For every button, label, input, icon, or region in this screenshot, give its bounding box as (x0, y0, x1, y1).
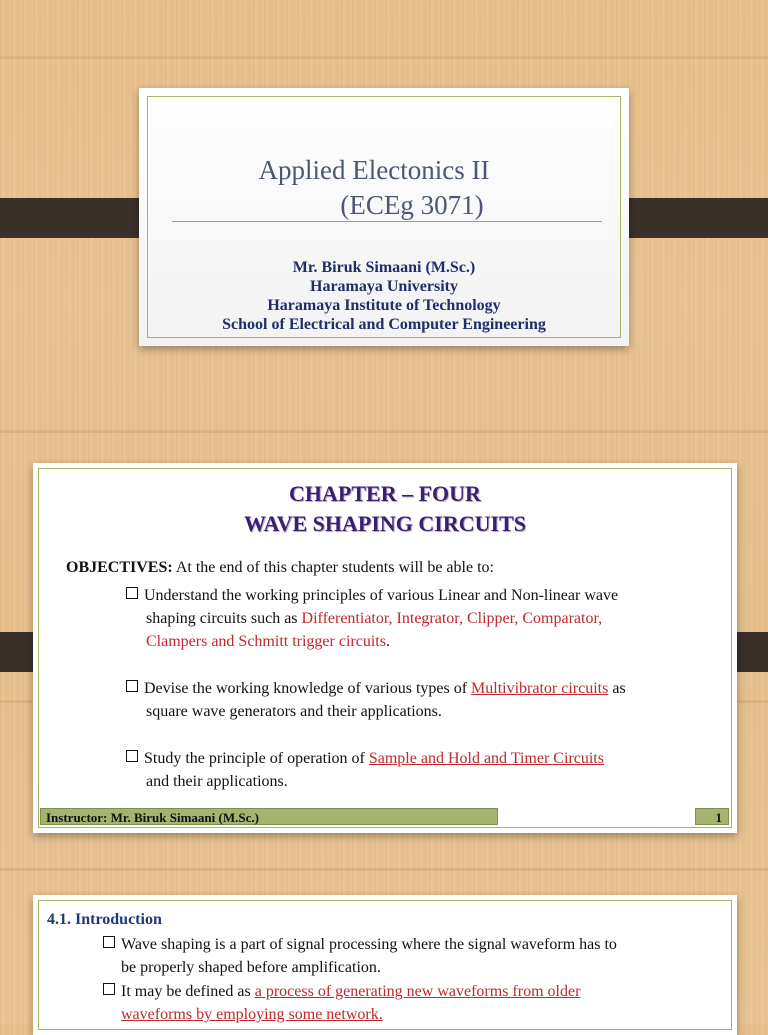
objectives-label: OBJECTIVES: (66, 559, 173, 576)
multivibrator-link[interactable]: Multivibrator circuits (471, 680, 609, 697)
bullet-text: as (608, 680, 626, 697)
sample-hold-link[interactable]: Sample and Hold and Timer Circuits (368, 750, 604, 767)
intro-bullet (103, 933, 698, 979)
page-number: 1 (695, 808, 729, 825)
objective-bullet (126, 677, 716, 723)
author-block (139, 258, 629, 334)
bullet-text: . (385, 633, 390, 650)
bullet-text: It may be defined as (121, 983, 255, 1000)
slide-footer: Instructor: Mr. Biruk Simaani (M.Sc.) (40, 808, 498, 825)
checkbox-bullet-icon (103, 983, 115, 995)
chapter-title: CHAPTER – FOUR (289, 481, 481, 506)
binder-clip-left (0, 198, 155, 238)
wood-grain (0, 56, 768, 59)
university-name: Haramaya University (310, 278, 458, 295)
definition-link[interactable]: waveforms by employing some network. (121, 1006, 383, 1023)
wood-grain (0, 430, 768, 433)
bullet-text: be properly shaped before amplification. (121, 959, 381, 976)
title-divider (172, 221, 602, 222)
title-slide (139, 88, 629, 346)
highlight-text: Differentiator, Integrator, Clipper, Comparator, (301, 610, 603, 627)
checkbox-bullet-icon (126, 587, 138, 599)
section-heading: 4.1. Introduction (47, 911, 162, 928)
checkbox-bullet-icon (103, 936, 115, 948)
definition-link[interactable]: a process of generating new waveforms from older (254, 983, 581, 1000)
objectives-line (66, 559, 494, 577)
bullet-text: and their applications. (146, 773, 288, 790)
wood-grain (0, 868, 768, 871)
school-name: School of Electrical and Computer Engineering (222, 316, 546, 333)
objective-bullet (126, 747, 716, 793)
bullet-text: Understand the working principles of various Linear and Non-linear wave (144, 587, 619, 604)
course-title: Applied Electonics II (258, 155, 490, 185)
checkbox-bullet-icon (126, 750, 138, 762)
objective-bullet (126, 584, 716, 653)
intro-bullet (103, 980, 698, 1026)
introduction-slide (33, 895, 737, 1035)
bullet-text: shaping circuits such as (146, 610, 302, 627)
institute-name: Haramaya Institute of Technology (267, 297, 501, 314)
course-code: (ECEg 3071) (340, 190, 484, 220)
bullet-text: Wave shaping is a part of signal processing where the signal waveform has to (121, 936, 617, 953)
checkbox-bullet-icon (126, 680, 138, 692)
objectives-intro: At the end of this chapter students will be able to: (172, 559, 494, 576)
bullet-text: Study the principle of operation of (144, 750, 369, 767)
chapter-slide (33, 463, 737, 833)
chapter-subject: WAVE SHAPING CIRCUITS (244, 511, 526, 536)
bullet-text: Devise the working knowledge of various types of (144, 680, 472, 697)
instructor-name: Mr. Biruk Simaani (M.Sc.) (292, 259, 476, 276)
bullet-text: square wave generators and their applications. (146, 703, 442, 720)
highlight-text: Clampers and Schmitt trigger circuits (146, 633, 386, 650)
